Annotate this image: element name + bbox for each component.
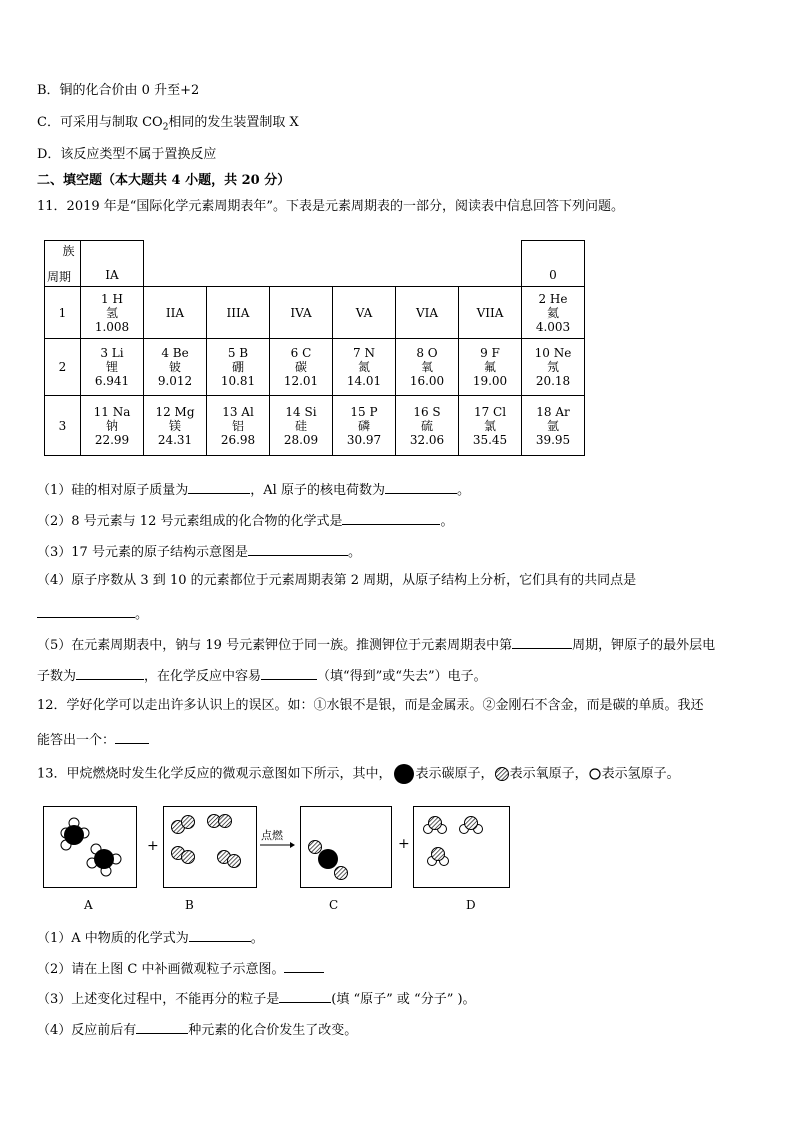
water-molecule xyxy=(428,848,449,866)
element-cell: 7 N 氮 14.01 xyxy=(333,339,396,396)
element-cell: 2 He 氦 4.003 xyxy=(522,287,585,339)
q11-part5-cont: 子数为 ，在化学反应中容易 （填“得到”或“失去”）电子。 xyxy=(37,665,487,686)
option-c: C．可采用与制取 $CO_2$相同的发生装置制取 X xyxy=(37,115,299,133)
carbon-dioxide-molecule xyxy=(301,807,391,887)
water-molecule xyxy=(424,817,447,834)
box-a xyxy=(43,806,137,888)
answer-blank[interactable] xyxy=(279,988,331,1003)
empty-header xyxy=(144,241,522,287)
group-header: VA xyxy=(333,287,396,339)
element-cell: 13 Al 铝 26.98 xyxy=(207,396,270,456)
q11-part4-cont: 。 xyxy=(37,603,148,624)
period-label: 1 xyxy=(45,287,81,339)
group-header: IIIA xyxy=(207,287,270,339)
answer-blank[interactable] xyxy=(188,479,250,494)
label-d: D xyxy=(466,898,476,912)
group-0-header: 0 xyxy=(522,241,585,287)
q11-part1: （1）硅的相对原子质量为 ，Al 原子的核电荷数为 。 xyxy=(37,479,470,500)
element-cell: 11 Na 钠 22.99 xyxy=(81,396,144,456)
answer-blank[interactable] xyxy=(342,510,440,525)
arrow-label: 点燃 xyxy=(261,829,283,842)
carbon-atom-icon xyxy=(392,763,416,785)
corner-cell: 族 周期 xyxy=(45,241,81,287)
methane-molecule xyxy=(61,818,89,850)
group-header: VIIA xyxy=(459,287,522,339)
group-header: IIA xyxy=(144,287,207,339)
group-header: VIA xyxy=(396,287,459,339)
element-cell: 8 O 氧 16.00 xyxy=(396,339,459,396)
reaction-arrow-icon xyxy=(258,840,296,850)
answer-blank[interactable] xyxy=(76,665,144,680)
group-header: IVA xyxy=(270,287,333,339)
element-cell: 3 Li 锂 6.941 xyxy=(81,339,144,396)
box-c xyxy=(300,806,392,888)
q11-part4: （4）原子序数从 3 到 10 的元素都位于元素周期表第 2 周期，从原子结构上分析，它们具有的共同点是 xyxy=(37,573,637,588)
q12-line1: 12．学好化学可以走出许多认识上的误区。如：①水银不是银，而是金属汞。②金刚石不含金，而是碳的单质。我还 xyxy=(37,698,704,713)
element-cell: 1 H 氢 1.008 xyxy=(81,287,144,339)
element-cell: 4 Be 铍 9.012 xyxy=(144,339,207,396)
q13-part3: （3）上述变化过程中，不能再分的粒子是 (填 “原子” 或 “分子” )。 xyxy=(37,988,476,1009)
periodic-table xyxy=(44,240,585,456)
element-cell: 15 P 磷 30.97 xyxy=(333,396,396,456)
element-cell: 18 Ar 氩 39.95 xyxy=(522,396,585,456)
box-d xyxy=(413,806,510,888)
element-cell: 6 C 碳 12.01 xyxy=(270,339,333,396)
q13-part4: （4）反应前后有 种元素的化合价发生了改变。 xyxy=(37,1019,357,1040)
q11-part2: （2）8 号元素与 12 号元素组成的化合物的化学式是 。 xyxy=(37,510,454,531)
answer-blank[interactable] xyxy=(37,603,135,618)
oxygen-molecules xyxy=(164,807,256,887)
plus-sign: + xyxy=(147,838,159,854)
label-a: A xyxy=(84,898,93,912)
label-b: B xyxy=(185,898,194,912)
element-cell: 16 S 硫 32.06 xyxy=(396,396,459,456)
hydrogen-atom-icon xyxy=(588,767,602,781)
option-b: B．铜的化合价由 0 升至+2 xyxy=(37,83,200,98)
element-cell: 10 Ne 氖 20.18 xyxy=(522,339,585,396)
period-label: 3 xyxy=(45,396,81,456)
answer-blank[interactable] xyxy=(136,1019,188,1034)
q12-line2: 能答出一个： xyxy=(37,729,149,750)
methane-molecules xyxy=(44,807,136,887)
answer-blank[interactable] xyxy=(385,479,457,494)
label-c: C xyxy=(329,898,339,912)
answer-blank[interactable] xyxy=(248,541,348,556)
period-row xyxy=(45,339,585,396)
q13-part1: （1）A 中物质的化学式为 。 xyxy=(37,927,264,948)
element-cell: 14 Si 硅 28.09 xyxy=(270,396,333,456)
oxygen-atom-icon xyxy=(494,766,510,782)
methane-molecule xyxy=(87,844,121,876)
option-d: D．该反应类型不属于置换反应 xyxy=(37,147,217,162)
section-heading: 二、填空题（本大题共 4 小题，共 20 分） xyxy=(37,173,291,188)
element-cell: 5 B 硼 10.81 xyxy=(207,339,270,396)
answer-blank[interactable] xyxy=(284,958,324,973)
answer-blank[interactable] xyxy=(189,927,251,942)
answer-blank[interactable] xyxy=(512,634,572,649)
period-label: 2 xyxy=(45,339,81,396)
box-b xyxy=(163,806,257,888)
plus-sign: + xyxy=(398,836,410,852)
q11-part5: （5）在元素周期表中，钠与 19 号元素钾位于同一族。推测钾位于元素周期表中第 周期，钾原子的最外层电 xyxy=(37,634,715,655)
water-molecule xyxy=(460,817,483,834)
period-row xyxy=(45,287,585,339)
water-molecules xyxy=(414,807,509,887)
period-row xyxy=(45,396,585,456)
q11-stem: 11．2019 年是“国际化学元素周期表年”。下表是元素周期表的一部分，阅读表中信息回答下列问题。 xyxy=(37,199,625,214)
element-cell: 9 F 氟 19.00 xyxy=(459,339,522,396)
q11-part3: （3）17 号元素的原子结构示意图是 。 xyxy=(37,541,361,562)
element-cell: 17 Cl 氯 35.45 xyxy=(459,396,522,456)
answer-blank[interactable] xyxy=(261,665,317,680)
q13-part2: （2）请在上图 C 中补画微观粒子示意图。 xyxy=(37,958,324,979)
element-cell: 12 Mg 镁 24.31 xyxy=(144,396,207,456)
q13-stem: 13．甲烷燃烧时发生化学反应的微观示意图如下所示，其中， 表示碳原子， 表示氧原子， 表示氢原子。 xyxy=(37,763,680,785)
answer-blank[interactable] xyxy=(115,729,149,744)
group-ia-header: IA xyxy=(81,241,144,287)
